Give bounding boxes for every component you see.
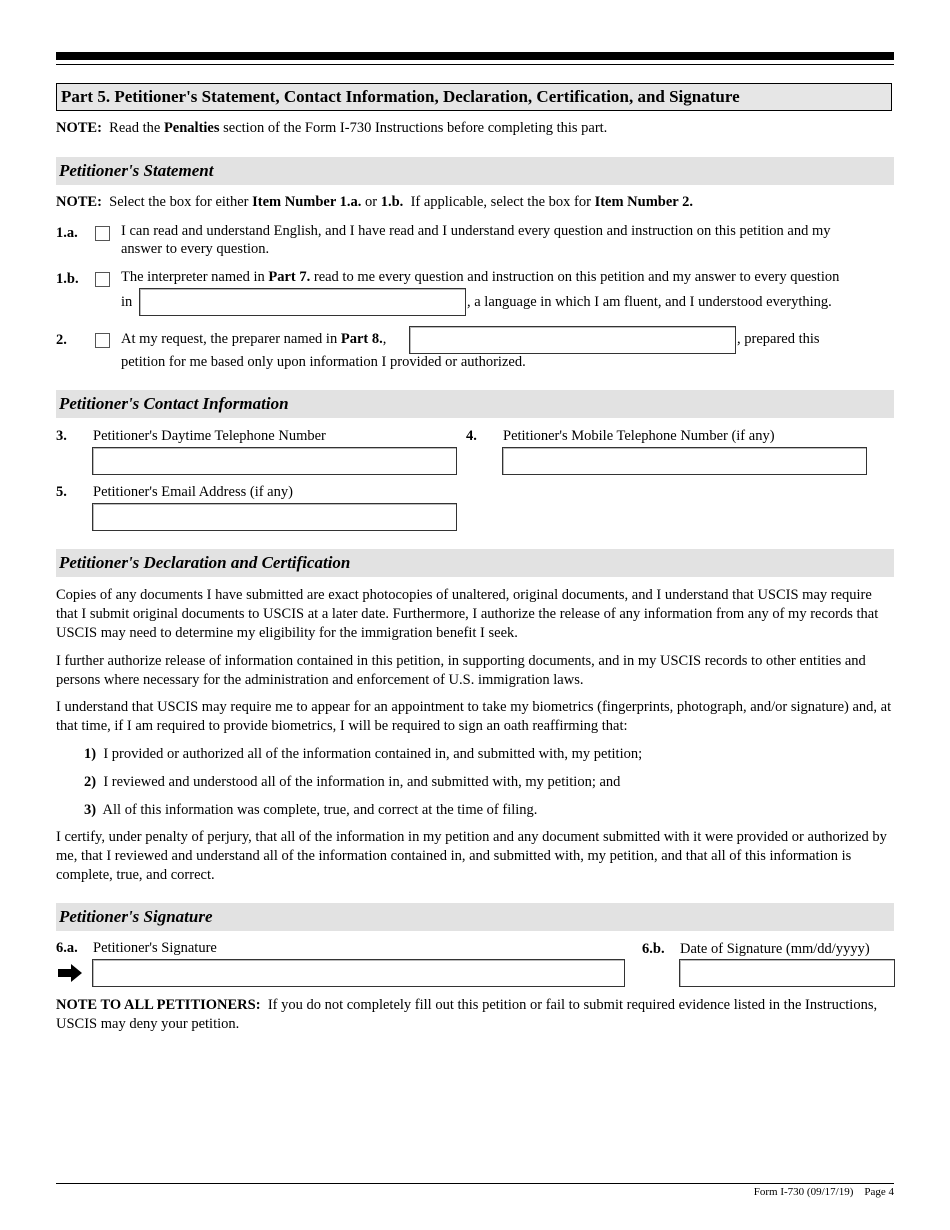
part-heading: Part 5. Petitioner's Statement, Contact Information, Declaration, Certification, and Signature bbox=[56, 83, 892, 111]
item-2-part-ref: Part 8. bbox=[340, 331, 383, 347]
section-heading-contact: Petitioner's Contact Information bbox=[56, 390, 894, 418]
page-footer bbox=[600, 1186, 894, 1198]
checkbox-1a[interactable] bbox=[95, 226, 110, 241]
form-number: Form I-730 (09/17/19) bbox=[753, 1186, 854, 1198]
item-number-2: 2. bbox=[56, 332, 67, 348]
item-number-6b: 6.b. bbox=[642, 941, 665, 957]
item-1b-part-ref: Part 7. bbox=[268, 269, 311, 285]
note-bold: Penalties bbox=[163, 120, 220, 136]
daytime-phone-field[interactable] bbox=[92, 447, 457, 475]
item-2-comma: , bbox=[382, 331, 387, 347]
oath-text: I provided or authorized all of the information contained in, and submitted with, my petition; bbox=[103, 746, 643, 762]
item-2-line2: petition for me based only upon information I provided or authorized. bbox=[121, 354, 526, 370]
note-label: NOTE: bbox=[56, 120, 102, 136]
item-1a-text bbox=[121, 222, 901, 258]
footer-rule bbox=[56, 1183, 894, 1184]
top-rule-thin bbox=[56, 64, 894, 65]
item-2-after: , prepared this bbox=[737, 331, 820, 347]
signature-date-label: Date of Signature (mm/dd/yyyy) bbox=[680, 941, 870, 957]
note-text: or bbox=[365, 194, 378, 210]
note-text: section of the Form I-730 Instructions before completing this part. bbox=[223, 120, 608, 136]
item-1a-line2: answer to every question. bbox=[121, 241, 270, 257]
arrow-right-icon bbox=[58, 964, 82, 982]
email-label: Petitioner's Email Address (if any) bbox=[93, 484, 293, 500]
daytime-phone-label: Petitioner's Daytime Telephone Number bbox=[93, 428, 326, 444]
preparer-name-field[interactable] bbox=[409, 326, 736, 354]
oath-text: I reviewed and understood all of the information in, and submitted with, my petition; and bbox=[103, 774, 621, 790]
declaration-paragraph-3: I understand that USCIS may require me to appear for an appointment to take my biometrics (fingerprints, photograph, and/or signature) and, at that time, if I am required to provide biometrics, I will be required to sign an oath reaffirming that: bbox=[56, 699, 892, 734]
certification-paragraph: I certify, under penalty of perjury, that all of the information in my petition and any document submitted with it were provided or authorized by me, that I reviewed and understand all of the information contained in, and submitted with, my petition, and that all of this information is complete, true, and correct. bbox=[56, 829, 887, 883]
item-1b-text-a: The interpreter named in bbox=[121, 269, 265, 285]
checkbox-2[interactable] bbox=[95, 333, 110, 348]
item-number-1a: 1.a. bbox=[56, 225, 78, 241]
checkbox-1b[interactable] bbox=[95, 272, 110, 287]
oath-number: 1) bbox=[84, 746, 97, 762]
note-label: NOTE: bbox=[56, 194, 102, 210]
note-text: Read the bbox=[109, 120, 161, 136]
item-1b-after: , a language in which I am fluent, and I understood everything. bbox=[467, 294, 832, 310]
top-rule-thick bbox=[56, 52, 894, 60]
oath-list-item bbox=[84, 773, 620, 791]
section-heading-signature: Petitioner's Signature bbox=[56, 903, 894, 931]
item-1b-text-c: read to me every question and instruction on this petition and my answer to every question bbox=[313, 269, 840, 285]
signature-label: Petitioner's Signature bbox=[93, 940, 217, 956]
oath-number: 2) bbox=[84, 774, 97, 790]
mobile-phone-field[interactable] bbox=[502, 447, 867, 475]
item-1b-text bbox=[121, 268, 901, 286]
oath-number: 3) bbox=[84, 802, 97, 818]
oath-text: All of this information was complete, true, and correct at the time of filing. bbox=[102, 802, 538, 818]
oath-list-item bbox=[84, 801, 537, 819]
note-bold: Item Number 1.a. bbox=[252, 194, 362, 210]
page-number: Page 4 bbox=[864, 1186, 894, 1198]
item-number-4: 4. bbox=[466, 428, 477, 444]
note-bold: 1.b. bbox=[380, 194, 404, 210]
mobile-phone-label: Petitioner's Mobile Telephone Number (if any) bbox=[503, 428, 775, 444]
item-number-6a: 6.a. bbox=[56, 940, 78, 956]
note-text: If applicable, select the box for bbox=[410, 194, 591, 210]
final-note bbox=[56, 996, 894, 1034]
item-number-5: 5. bbox=[56, 484, 67, 500]
item-number-3: 3. bbox=[56, 428, 67, 444]
declaration-paragraph-2: I further authorize release of information contained in this petition, in supporting documents, and in my USCIS records to other entities and persons where necessary for the administration and enforcement of U.S. immigration laws. bbox=[56, 653, 866, 688]
note-penalties bbox=[56, 119, 894, 137]
statement-note bbox=[56, 193, 894, 211]
note-text: Select the box for either bbox=[109, 194, 249, 210]
item-1b-in: in bbox=[121, 294, 133, 310]
item-2-text-a: At my request, the preparer named in bbox=[121, 331, 338, 347]
signature-date-field[interactable] bbox=[679, 959, 895, 987]
section-heading-statement: Petitioner's Statement bbox=[56, 157, 894, 185]
interpreter-language-field[interactable] bbox=[139, 288, 466, 316]
section-heading-declaration: Petitioner's Declaration and Certification bbox=[56, 549, 894, 577]
item-number-1b: 1.b. bbox=[56, 271, 79, 287]
note-bold: Item Number 2. bbox=[594, 194, 693, 210]
oath-list-item bbox=[84, 745, 642, 763]
declaration-paragraph-1: Copies of any documents I have submitted are exact photocopies of unaltered, original documents, and I understand that USCIS may require that I submit original documents to USCIS at a later date. Furthermore, I authorize the release of any information from any of my records that USCIS may need to determine my eligibility for the immigration benefit I seek. bbox=[56, 587, 879, 641]
email-field[interactable] bbox=[92, 503, 457, 531]
final-note-text: If you do not completely fill out this petition or fail to submit required evidence listed in the Instructions, USCIS may deny your petition. bbox=[56, 997, 878, 1032]
item-1a-line1: I can read and understand English, and I have read and I understand every question and instruction on this petition and my bbox=[121, 223, 831, 239]
final-note-label: NOTE TO ALL PETITIONERS: bbox=[56, 997, 261, 1013]
item-2-text bbox=[121, 330, 386, 348]
signature-field[interactable] bbox=[92, 959, 625, 987]
